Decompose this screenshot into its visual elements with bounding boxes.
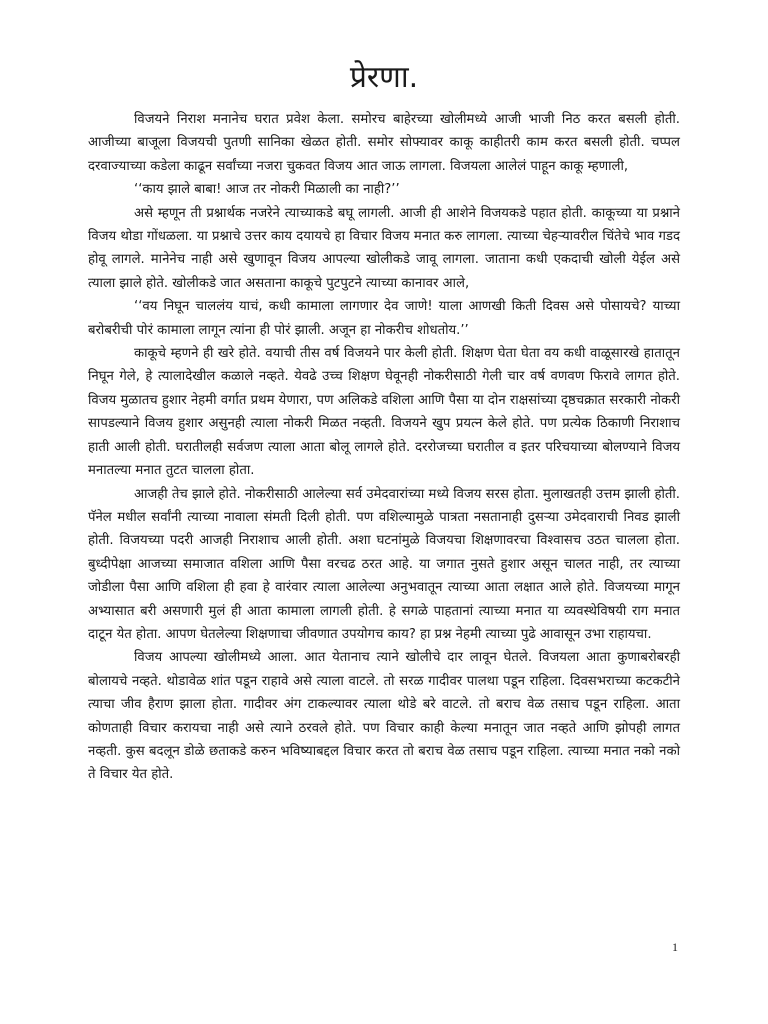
paragraph: विजय आपल्या खोलीमध्ये आला. आत येतानाच त्याने खोलीचे दार लावून घेतले. विजयला आता कुणाबरोबरही बोलायचे नव्हते. थोडावेळ शांत पडून राहावे असे त्याला वाटले. तो सरळ गादीवर पालथा पडून राहिला. दिवसभराच्या कटकटीने त्याचा जीव हैराण झाला होता. गादीवर अंग टाकल्यावर त्याला थोडे बरे वाटले. तो बराच वेळ तसाच पडून राहिला. आता कोणताही विचार करायचा नाही असे त्याने ठरवले होते. पण विचार काही केल्या मनातून जात नव्हते आणि झोपही लागत नव्हती. कुस बदलून डोळे छताकडे करुन भविष्याबद्दल विचार करत तो बराच वेळ तसाच पडून राहिला. त्याच्या मनात नको नको ते विचार येत होते. <box>88 650 680 783</box>
page-number: 1 <box>672 940 678 954</box>
paragraph: काकूचे म्हणने ही खरे होते. वयाची तीस वर्ष विजयने पार केली होती. शिक्षण घेता घेता वय कधी वाळूसारखे हातातून निघून गेले, हे त्यालादेखील कळाले नव्हते. येवढे उच्च शिक्षण घेवूनही नोकरीसाठी गेली चार वर्ष वणवण फिरावे लागत होते. विजय मुळातच हुशार नेहमी वर्गात प्रथम येणारा, पण अलिकडे वशिला आणि पैसा या दोन राक्षसांच्या दृष्ठचक्रात सरकारी नोकरी सापडल्याने विजय हुशार असुनही त्याला नोकरी मिळत नव्हती. विजयने खुप प्रयत्न केले होते. पण प्रत्येक ठिकाणी निराशाच हाती आली होती. घरातीलही सर्वजण त्याला आता बोलू लागले होते. दररोजच्या घरातील व इतर परिचयाच्या बोलण्याने विजय मनातल्या मनात तुटत चालला होता. <box>88 346 680 479</box>
quote-paragraph: ‘‘वय निघून चाललंय याचं, कधी कामाला लागणार देव जाणे! याला आणखी किती दिवस असे पोसायचे? याच्या बरोबरीची पोरं कामाला लागून त्यांना ही पोरं झाली. अजून हा नोकरीच शोधतोय.’’ <box>88 299 680 338</box>
quote-paragraph: ‘‘काय झाले बाबा! आज तर नोकरी मिळाली का नाही?’’ <box>134 182 400 198</box>
paragraph: विजयने निराश मनानेच घरात प्रवेश केला. समोरच बाहेरच्या खोलीमध्ये आजी भाजी निठ करत बसली होती. आजीच्या बाजूला विजयची पुतणी सानिका खेळत होती. समोर सोफ्यावर काकू काहीतरी काम करत बसली होती. चप्पल दरवाज्याच्या कडेला काढून सर्वांच्या नजरा चुकवत विजय आत जाऊ लागला. विजयला आलेलं पाहून काकू म्हणाली, <box>88 112 680 174</box>
paragraph: आजही तेच झाले होते. नोकरीसाठी आलेल्या सर्व उमेदवारांच्या मध्ये विजय सरस होता. मुलाखतही उत्तम झाली होती. पॅनेल मधील सर्वांनी त्याच्या नावाला संमती दिली होती. पण वशिल्यामुळे पात्रता नसतानाही दुसऱ्या उमेदवाराची निवड झाली होती. विजयच्या पदरी आजही निराशाच आली होती. अशा घटनांमुळे विजयचा शिक्षणावरचा विश्वासच उठत चालला होता. बुध्दीपेक्षा आजच्या समाजात वशिला आणि पैसा वरचढ ठरत आहे. या जगात नुसते हुशार असून चालत नाही, तर त्याच्या जोडीला पैसा आणि वशिला ही हवा हे वारंवार त्याला आलेल्या अनुभवातून त्याच्या आता लक्षात आले होते. विजयच्या मागून अभ्यासात बरी असणारी मुलं ही आता कामाला लागली होती. हे सगळे पाहतानां त्याच्या मनात या व्यवस्थेविषयी राग मनात दाटून येत होता. आपण घेतलेल्या शिक्षणाचा जीवणात उपयोगच काय? हा प्रश्न नेहमी त्याच्या पुढे आवासून उभा राहायचा. <box>88 486 680 642</box>
paragraph: असे म्हणून ती प्रश्नार्थक नजरेने त्याच्याकडे बघू लागली. आजी ही आशेने विजयकडे पहात होती. काकूच्या या प्रश्नाने विजय थोडा गोंधळला. या प्रश्नाचे उत्तर काय दयायचे हा विचार विजय मनात करु लागला. त्याच्या चेहऱ्यावरील चिंतेचे भाव गडद होवू लागले. मानेनेच नाही असे खुणावून विजय आपल्या खोलीकडे जावू लागला. जाताना कधी एकदाची खोली येईल असे त्याला झाले होते. खोलीकडे जात असताना काकूचे पुटपुटने त्याच्या कानावर आले, <box>88 205 680 291</box>
story-title: प्रेरणा. <box>349 60 419 95</box>
